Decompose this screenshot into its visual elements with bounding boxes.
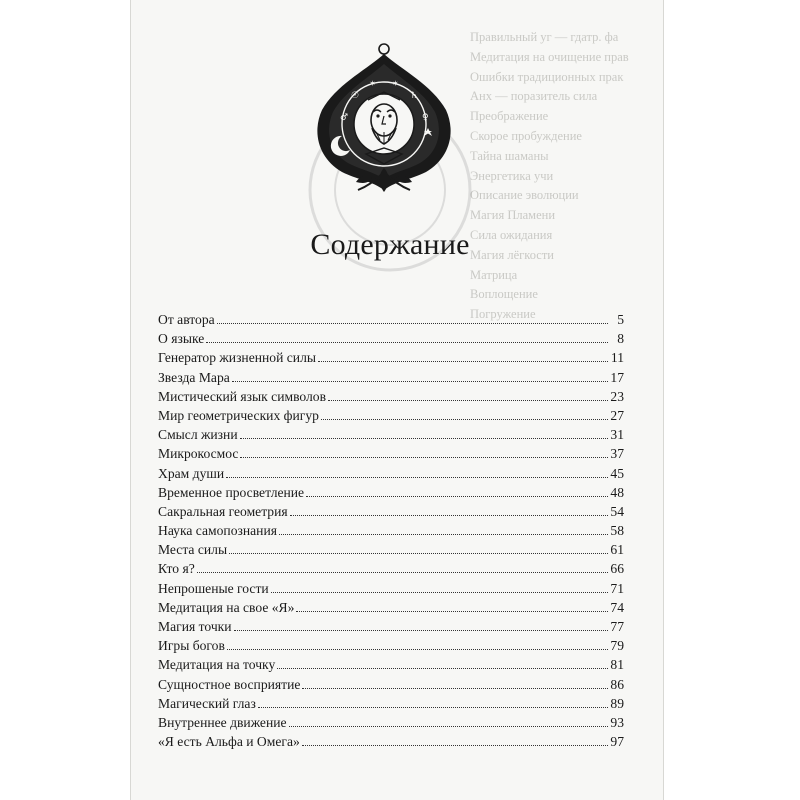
toc-entry	[158, 617, 624, 636]
dot-leader	[290, 515, 608, 516]
toc-entry-page-number: 71	[610, 580, 624, 596]
toc-entry-page-number: 27	[610, 407, 624, 423]
dot-leader	[240, 457, 608, 458]
toc-entry-title: Мистический язык символов	[158, 388, 327, 404]
toc-entry	[158, 483, 624, 502]
toc-entry-title: Храм души	[158, 465, 225, 481]
toc-entry-title: Мир геометрических фигур	[158, 407, 319, 423]
toc-entry-page-number: 23	[610, 388, 624, 404]
dot-leader	[197, 572, 608, 573]
toc-entry-title: Магический глаз	[158, 695, 256, 711]
toc-entry	[158, 675, 624, 694]
svg-text:✶: ✶	[369, 79, 376, 88]
dot-leader	[321, 419, 608, 420]
dot-leader	[289, 726, 608, 727]
toc-entry-page-number: 61	[610, 542, 624, 558]
dot-leader	[318, 361, 608, 362]
toc-entry	[158, 348, 624, 367]
toc-entry-title: Внутреннее движение	[158, 714, 287, 730]
toc-entry-title: Генератор жизненной силы	[158, 350, 316, 366]
dot-leader	[306, 496, 608, 497]
svg-text:♄: ♄	[410, 91, 419, 101]
toc-entry	[158, 406, 624, 425]
toc-entry-page-number: 48	[610, 484, 624, 500]
toc-entry-title: Микрокосмос	[158, 446, 239, 462]
toc-entry-title: Наука самопознания	[158, 523, 277, 539]
svg-text:♂: ♂	[340, 113, 349, 123]
dot-leader	[328, 400, 608, 401]
dot-leader	[302, 688, 608, 689]
toc-entry-page-number: 77	[610, 619, 624, 634]
toc-entry	[158, 329, 624, 348]
toc-entry-page-number: 89	[610, 695, 624, 711]
toc-entry	[158, 579, 624, 598]
toc-entry	[158, 464, 624, 483]
toc-entry-title: Игры богов	[158, 638, 225, 654]
dot-leader	[258, 707, 608, 708]
toc-entry-title: Сакральная геометрия	[158, 503, 288, 519]
toc-entry	[158, 598, 624, 617]
toc-entry-page-number: 17	[610, 369, 624, 385]
toc-entry-page-number: 8	[617, 331, 624, 347]
toc-entry	[158, 732, 624, 751]
toc-entry-page-number: 74	[610, 599, 624, 615]
toc-entry-title: Смысл жизни	[158, 427, 238, 443]
dot-leader	[240, 438, 608, 439]
toc-entry	[158, 368, 624, 387]
toc-entry-title: Непрошеные гости	[158, 580, 269, 596]
dot-leader	[271, 592, 608, 593]
toc-entry	[158, 540, 624, 559]
toc-entry-page-number: 66	[610, 561, 624, 577]
dot-leader	[226, 477, 608, 478]
svg-text:☉: ☉	[351, 91, 360, 101]
toc-entry	[158, 655, 624, 674]
dot-leader	[234, 630, 608, 631]
toc-entry-page-number: 97	[610, 734, 624, 750]
toc-entry-title: Временное просветление	[158, 484, 305, 500]
toc-entry-title: Кто я?	[158, 561, 195, 577]
toc-entry	[158, 310, 624, 329]
toc-entry-title: От автора	[158, 312, 215, 327]
svg-text:♀: ♀	[422, 113, 429, 123]
dot-leader	[277, 668, 608, 669]
toc-entry	[158, 425, 624, 444]
toc-entry-title: Места силы	[158, 542, 228, 558]
toc-entry-page-number: 58	[610, 523, 624, 539]
dot-leader	[279, 534, 608, 535]
table-of-contents	[158, 310, 624, 751]
bleed-through-text: Правильный уг — гдатр. фа Медитация на очищение прав Ошибки традиционных прак Анх — поразитель сила Преображение Скорое пробуждение Тайна шаманы Энергетика учи Описание эволюции Магия Пламени Сила ожидания Магия лёгкости Матрица Воплощение Погружение	[470, 30, 629, 322]
toc-entry-page-number: 93	[610, 714, 624, 730]
toc-entry	[158, 713, 624, 732]
dot-leader	[302, 745, 608, 746]
dot-leader	[232, 381, 608, 382]
toc-entry-title: Звезда Мара	[158, 369, 230, 385]
toc-entry	[158, 521, 624, 540]
page-title: Содержание	[310, 228, 470, 261]
toc-entry-title: Магия точки	[158, 619, 232, 634]
toc-entry	[158, 387, 624, 406]
svg-text:✶: ✶	[392, 79, 399, 88]
ornamental-face-emblem-icon	[306, 40, 486, 200]
toc-entry-page-number: 86	[610, 676, 624, 692]
dot-leader	[229, 553, 608, 554]
toc-entry	[158, 694, 624, 713]
toc-entry-title: Сущностное восприятие	[158, 676, 301, 692]
toc-entry-page-number: 45	[610, 465, 624, 481]
toc-entry	[158, 636, 624, 655]
toc-entry-title: Медитация на точку	[158, 657, 276, 673]
dot-leader	[296, 611, 608, 612]
toc-entry-title: «Я есть Альфа и Омега»	[158, 734, 300, 750]
toc-entry	[158, 502, 624, 521]
toc-entry-page-number: 11	[610, 350, 624, 366]
toc-entry-page-number: 54	[610, 503, 624, 519]
toc-entry-page-number: 5	[617, 312, 624, 327]
dot-leader	[206, 342, 608, 343]
toc-entry	[158, 444, 624, 463]
dot-leader	[227, 649, 608, 650]
toc-entry-page-number: 37	[610, 446, 624, 462]
toc-entry-page-number: 81	[610, 657, 624, 673]
toc-entry-title: О языке	[158, 331, 205, 347]
toc-entry-page-number: 31	[610, 427, 624, 443]
toc-entry	[158, 559, 624, 578]
dot-leader	[217, 323, 608, 324]
toc-entry-page-number: 79	[610, 638, 624, 654]
toc-entry-title: Медитация на свое «Я»	[158, 599, 295, 615]
